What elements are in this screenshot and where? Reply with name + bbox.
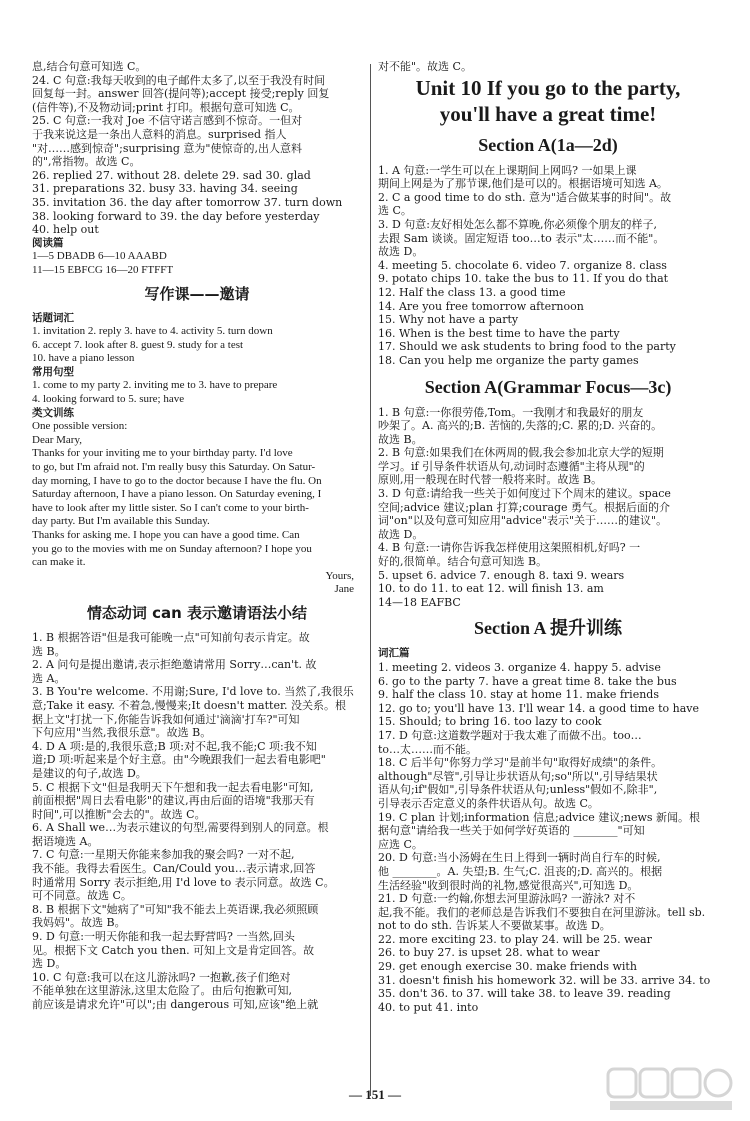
answer-line: 不能单独在这里游泳,这里太危险了。由后句抱歉可知, [32, 984, 292, 998]
answer-line: 31. doesn't finish his homework 32. will be 33. arrive 34. to [378, 973, 711, 987]
answer-line: 38. looking forward to 39. the day before yesterday [32, 209, 320, 223]
letter-signature [32, 570, 362, 597]
answer-line: Jane [334, 583, 354, 596]
answer-line: can make it. [32, 556, 86, 569]
answer-line: 他 ________。A. 失望;B. 生气;C. 沮丧的;D. 高兴的。根据 [378, 864, 663, 878]
model-writing-heading: 类文训练 [32, 406, 74, 419]
answer-line: 是建议的句子,故选 D。 [32, 766, 147, 780]
answer-line: 据语境选 A。 [32, 834, 99, 848]
answer-line: 选 B。 [32, 644, 66, 658]
answer-line: 好的,很简单。结合句意可知选 B。 [378, 555, 548, 569]
answer-line: 11—15 EBFCG 16—20 FTFFT [32, 263, 174, 276]
section-grammar-heading: Section A(Grammar Focus—3c) [424, 376, 672, 397]
answer-line: 17. Should we ask students to bring food to the party [378, 340, 676, 354]
answer-line: 40. help out [32, 223, 99, 237]
answer-line: 2. B 句意:如果我们在休两周的假,我会参加北京大学的短期 [378, 446, 664, 460]
answer-line: 35. invitation 36. the day after tomorrow 37. turn down [32, 195, 343, 209]
watermark-logo [606, 1067, 736, 1113]
reading-answers [32, 250, 362, 277]
answer-line: 10. C 句意:我可以在这儿游泳吗? 一抱歉,孩子们绝对 [32, 970, 291, 984]
answer-line: 8. B 根据下文"她病了"可知"我不能去上英语课,我必须照顾 [32, 902, 319, 916]
answer-line: 4. D A 项:是的,我很乐意;B 项:对不起,我不能;C 项:我不知 [32, 739, 317, 753]
answer-line: 息,结合句意可知选 C。 [32, 60, 147, 73]
answer-line: 词"on"以及句意可知应用"advice"表示"关于……的建议"。 [378, 514, 668, 528]
section-practice-heading: Section A 提升训练 [473, 618, 622, 639]
topic-vocab-answers [32, 325, 362, 366]
answer-line: 前应该是请求允许"可以";由 dangerous 可知,应该"绝上就 [32, 998, 319, 1011]
answer-line: have to look after my little sister. So I can't come to your birth- [32, 501, 309, 514]
left-column [32, 60, 362, 1012]
answer-line: 2. A 问句是提出邀请,表示拒绝邀请常用 Sorry…can't. 故 [32, 658, 317, 672]
answer-line: 35. don't 36. to 37. will take 38. to leave 39. reading [378, 987, 671, 1001]
answer-line: 17. D 句意:这道数学题对于我太难了而做不出。too… [378, 728, 642, 742]
answer-line: Thanks for asking me. I hope you can have a good time. Can [32, 529, 300, 541]
answer-line: 4. B 句意:一请你告诉我怎样使用这架照相机,好吗? 一 [378, 541, 641, 555]
answer-line: 15. Should; to bring 16. too lazy to cook [378, 715, 602, 729]
answer-line: 7. C 句意:一星期天你能来参加我的聚会吗? 一对不起, [32, 848, 295, 862]
answer-line: (信件等),不及物动词;print 打印。根据句意可知选 C。 [32, 100, 300, 114]
answer-line: 的",常指物。故选 C。 [32, 155, 141, 169]
answer-line: 语从句;if"假如",引导条件状语从句;unless"假如不,除非", [378, 783, 658, 797]
answer-line: 时间",可以推断"会去的"。故选 C。 [32, 807, 206, 821]
section-1a-2d-heading: Section A(1a—2d) [478, 134, 618, 155]
answer-line: 选 D。 [32, 957, 67, 971]
answer-line: 1—5 DBADB 6—10 AAABD [32, 250, 167, 263]
answer-line: 18. Can you help me organize the party games [378, 353, 639, 367]
answer-line: 22. more exciting 23. to play 24. will be 25. wear [378, 932, 652, 946]
answer-line: 1. A 句意:一学生可以在上课期间上网吗? 一如果上课 [378, 163, 637, 177]
writing-heading: 写作课——邀请 [144, 284, 250, 303]
answer-line: day morning, I have to go to the doctor because I have the flu. On [32, 474, 322, 487]
answer-line: 26. to buy 27. is upset 28. what to wear [378, 946, 600, 960]
answer-line: 6. A Shall we…为表示建议的句型,需要得到别人的同意。根 [32, 821, 329, 835]
answer-line: "对……感到惊奇";surprising 意为"使惊奇的,出人意料 [32, 141, 302, 155]
answer-line: 故选 D。 [378, 245, 424, 259]
section-1a-2d-answers [378, 164, 718, 368]
answer-line: 9. half the class 10. stay at home 11. make friends [378, 688, 659, 702]
answer-line: 1. invitation 2. reply 3. have to 4. activity 5. turn down [32, 325, 273, 338]
answer-line: 26. replied 27. without 28. delete 29. sad 30. glad [32, 168, 311, 182]
answer-line: 对不能"。故选 C。 [378, 60, 472, 73]
answer-line: 选 C。 [378, 204, 412, 218]
answer-line: 12. go to; you'll have 13. I'll wear 14. a good time to have [378, 701, 700, 715]
answer-line: 2. C a good time to do sth. 意为"适合做某事的时间"。故 [378, 190, 672, 204]
answer-line: 20. D 句意:当小汤姆在生日上得到一辆时尚自行车的时候, [378, 851, 661, 865]
answer-line: 1. B 句意:一你很劳倦,Tom。一我刚才和我最好的朋友 [378, 405, 644, 419]
right-column [378, 60, 718, 1014]
answer-line: 于我来说这是一条出人意料的消息。surprised 指人 [32, 127, 287, 141]
answer-line: 31. preparations 32. busy 33. having 34. seeing [32, 182, 298, 196]
answer-line: 15. Why not have a party [378, 313, 519, 327]
sentence-pattern-heading: 常用句型 [32, 365, 74, 378]
answer-line: Thanks for your inviting me to your birthday party. I'd love [32, 447, 293, 460]
answer-line: 1. meeting 2. videos 3. organize 4. happy 5. advise [378, 661, 661, 674]
grammar-summary-answers [32, 631, 362, 1012]
answer-line: 故选 D。 [378, 527, 424, 541]
right-top-answers [378, 60, 718, 74]
sample-letter [32, 420, 362, 570]
topic-vocab-heading: 话题词汇 [32, 311, 74, 324]
answer-line: One possible version: [32, 420, 128, 433]
answer-line: 10. have a piano lesson [32, 352, 135, 365]
answer-line: to…太……而不能。 [378, 742, 478, 756]
section-practice-answers [378, 661, 718, 1014]
answer-line: 回复每一封。answer 回答(提问等);accept 接受;reply 回复 [32, 87, 330, 101]
reading-heading: 阅读篇 [32, 236, 64, 249]
answer-line: 14. Are you free tomorrow afternoon [378, 299, 584, 313]
unit-title-line-2: you'll have a great time! [439, 101, 657, 126]
answer-line: 前面根据"周日去看电影"的建议,再由后面的语境"我那天有 [32, 794, 315, 808]
answer-line: 学习。if 引导条件状语从句,动词时态遵循"主将从现"的 [378, 459, 645, 473]
answer-line: 24. C 句意:我每天收到的电子邮件太多了,以至于我没有时间 [32, 73, 326, 87]
answer-line: 40. to put 41. into [378, 1000, 479, 1014]
answer-line: 6. go to the party 7. have a great time 8. take the bus [378, 674, 677, 688]
answer-line: 4. looking forward to 5. sure; have [32, 393, 185, 406]
grammar-summary-heading: 情态动词 can 表示邀请语法小结 [86, 603, 308, 622]
answer-line: 1. come to my party 2. inviting me to 3. have to prepare [32, 379, 278, 392]
answer-line: 时通常用 Sorry 表示拒绝,用 I'd love to 表示同意。故选 C。 [32, 875, 335, 889]
answer-line: 原则,用一般现在时代替一般将来时。故选 B。 [378, 473, 603, 487]
answer-line: 16. When is the best time to have the party [378, 326, 620, 340]
answer-line: 生活经验"收到很时尚的礼物,感觉很高兴",可知选 D。 [378, 878, 639, 892]
answer-line: 29. get enough exercise 30. make friends with [378, 960, 637, 974]
answer-line: 3. D 句意:请给我一些关于如何度过下个周末的建议。space [378, 487, 671, 501]
answer-line: 去跟 Sam 谈谈。固定短语 too…to 表示"太……而不能"。 [378, 231, 665, 245]
page-number: — 151 — [349, 1087, 401, 1102]
answer-line: Yours, [325, 569, 354, 582]
answer-line: 14—18 EAFBC [378, 595, 461, 609]
answer-line: 3. B You're welcome. 不用谢;Sure, I'd love to. 当然了,我很乐 [32, 685, 354, 699]
answer-line: Saturday afternoon, I have a piano lesson. On Saturday evening, I [32, 488, 322, 501]
answer-line: 下句应用"当然,我很乐意"。故选 B。 [32, 726, 212, 740]
sentence-pattern-answers [32, 379, 362, 406]
answer-line: 可不同意。故选 C。 [32, 889, 132, 903]
answer-line: 起,我不能。我们的老师总是告诉我们不要独自在河里游泳。tell sb. [378, 905, 706, 919]
answer-line: not to do sth. 告诉某人不要做某事。故选 D。 [378, 919, 611, 933]
answer-line: 道;D 项:听起来是个好主意。由"今晚跟我们一起去看电影吧" [32, 753, 326, 767]
answer-line: 1. B 根据答语"但是我可能晚一点"可知前句表示肯定。故 [32, 630, 310, 644]
answer-line: Dear Mary, [32, 433, 82, 446]
unit-title-line-1: Unit 10 If you go to the party, [415, 75, 681, 100]
vocab-heading: 词汇篇 [378, 647, 410, 660]
answer-line: 应选 C。 [378, 837, 423, 851]
answer-line: 意;Take it easy. 不着急,慢慢来;It doesn't matter. 没关系。根 [32, 698, 347, 712]
answer-line: 3. D 句意:友好相处怎么都不算晚,你必须像个朋友的样子, [378, 217, 658, 231]
answer-line: 据句意"请给我一些关于如何学好英语的 ________"可知 [378, 824, 645, 838]
answer-line: 6. accept 7. look after 8. guest 9. study for a test [32, 338, 244, 351]
answer-line: 期间上网是为了那节课,他们是可以的。根据语境可知选 A。 [378, 177, 668, 191]
answer-line: 吵架了。A. 高兴的;B. 苦恼的,失落的;C. 累的;D. 兴奋的。 [378, 419, 663, 433]
answer-line: 5. upset 6. advice 7. enough 8. taxi 9. wears [378, 568, 625, 582]
answer-line: 25. C 句意:一我对 Joe 不信守诺言感到不惊奇。一但对 [32, 114, 303, 128]
answer-line: you go to the movies with me on Sunday afternoon? I hope you [32, 542, 312, 555]
answer-line: 据上文"打扰一下,你能告诉我如何通过'滴滴'打车?"可知 [32, 712, 300, 726]
answer-line: 9. potato chips 10. take the bus to 11. If you do that [378, 272, 669, 286]
answer-line: 选 A。 [32, 671, 66, 685]
answer-line: 故选 B。 [378, 432, 423, 446]
answer-line: 9. D 句意:一明天你能和我一起去野营吗? 一当然,回头 [32, 930, 295, 944]
answer-line: 引导表示否定意义的条件状语从句。故选 C。 [378, 796, 599, 810]
answer-line: 10. to do 11. to eat 12. will finish 13. am [378, 582, 604, 596]
answer-line: 我不能。我得去看医生。Can/Could you…表示请求,回答 [32, 862, 316, 876]
answer-line: 18. C 后半句"你努力学习"是前半句"取得好成绩"的条件。 [378, 756, 663, 770]
answer-line: 5. C 根据下文"但是我明天下午想和我一起去看电影"可知, [32, 780, 314, 794]
answer-line: day party. But I'm available this Sunday. [32, 515, 210, 528]
answer-line: 见。根据下文 Catch you then. 可知上文是肯定回答。故 [32, 943, 315, 957]
answer-line: 空间;advice 建议;plan 打算;courage 勇气。根据后面的介 [378, 500, 671, 514]
answer-line: 我妈妈"。故选 B。 [32, 916, 126, 930]
section-grammar-answers [378, 406, 718, 610]
answer-line: 4. meeting 5. chocolate 6. video 7. organize 8. class [378, 258, 667, 272]
answer-line: 12. Half the class 13. a good time [378, 285, 566, 299]
answer-line: 19. C plan 计划;information 信息;advice 建议;news 新闻。根 [378, 810, 701, 824]
left-top-answers [32, 60, 362, 237]
answer-line: to go, but I'm afraid not. I'm really busy this Saturday. On Satur- [32, 461, 316, 474]
column-divider [370, 64, 371, 1096]
answer-line: although"尽管",引导让步状语从句;so"所以",引导结果状 [378, 769, 658, 783]
answer-line: 21. D 句意:一约翰,你想去河里游泳吗? 一游泳? 对不 [378, 892, 636, 906]
